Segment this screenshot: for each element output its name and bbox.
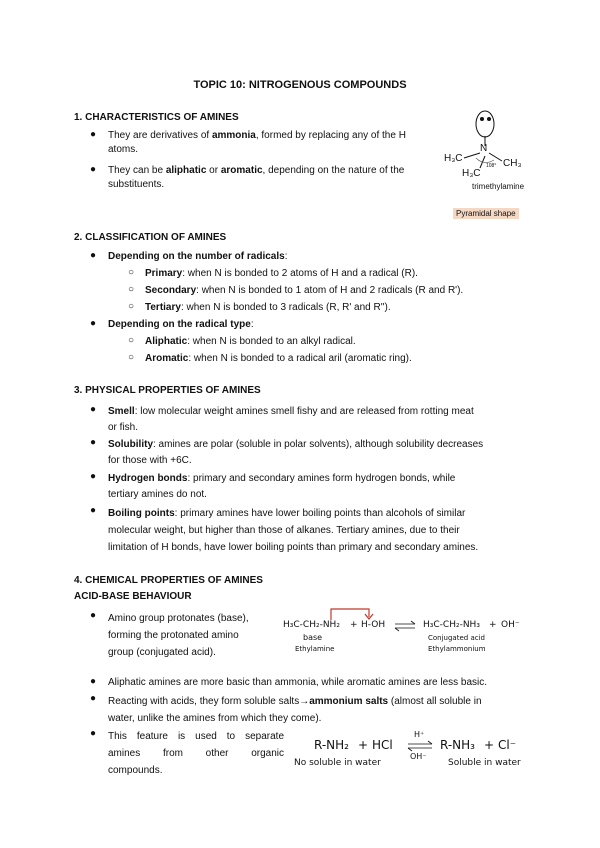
- section-2-heading: 2. CLASSIFICATION OF AMINES: [74, 232, 227, 243]
- bullet: ●: [90, 129, 97, 140]
- ammonium-salt-formula: R-NH₃: [440, 738, 475, 752]
- bullet: ●: [90, 610, 97, 621]
- bullet: ●: [90, 404, 97, 415]
- chloride-formula: Cl⁻: [498, 738, 517, 752]
- salt-formation-reaction: [290, 728, 530, 776]
- methyl-left: H₃C: [444, 153, 463, 164]
- methyl-bottom: H₃C: [462, 168, 481, 179]
- bullet: ●: [90, 676, 97, 687]
- amine-formula: R-NH₂: [314, 738, 349, 752]
- tertiary-amine-item: Tertiary: when N is bonded to 3 radicals (R, R' and R'').: [145, 302, 391, 313]
- solubility-item: Solubility: amines are polar (soluble in polar solvents), although solubility decreases for those with +6C.: [108, 439, 484, 466]
- acid-base-subheading: ACID-BASE BEHAVIOUR: [74, 591, 192, 602]
- bullet: ●: [90, 164, 97, 175]
- oh-minus-label: OH⁻: [410, 752, 427, 761]
- plus-sign: +: [358, 738, 369, 752]
- bullet: ●: [90, 318, 97, 329]
- section-1-heading: 1. CHARACTERISTICS OF AMINES: [74, 112, 239, 123]
- ethylammonium-label: Ethylammonium: [428, 645, 486, 653]
- bullet: ●: [90, 437, 97, 448]
- base-label: base: [303, 633, 323, 642]
- s2-group-2-label: Depending on the radical type:: [108, 319, 254, 330]
- primary-amine-item: Primary: when N is bonded to 2 atoms of H and a radical (R).: [145, 268, 418, 279]
- conjugated-acid-label: Conjugated acid: [428, 634, 485, 642]
- bullet: ●: [90, 250, 97, 261]
- separation-item: This feature is used to separate amines from other organic: [108, 731, 284, 759]
- separation-item-last-line: compounds.: [108, 765, 163, 776]
- plus-sign: +: [350, 620, 358, 630]
- pyramidal-shape-label: Pyramidal shape: [453, 208, 519, 219]
- ethylamine-label: Ethylamine: [295, 645, 335, 653]
- hcl-formula: HCl: [372, 738, 393, 752]
- ammonium-salts-item: Reacting with acids, they form soluble salts→ammonium salts (almost all soluble in water, unlike the amines from which they come).: [108, 696, 482, 724]
- bond-angle: 108°: [486, 163, 497, 169]
- trimethylamine-figure: [440, 106, 540, 198]
- sub-bullet: ○: [128, 267, 135, 278]
- bullet: ●: [90, 505, 97, 516]
- smell-item: Smell: low molecular weight amines smell fishy and are released from rotting meat or fish.: [108, 406, 474, 433]
- plus-sign: +: [484, 738, 495, 752]
- bullet: ●: [90, 471, 97, 482]
- methyl-right: CH₃: [503, 158, 522, 169]
- molecule-name: trimethylamine: [472, 182, 525, 191]
- h-plus-label: H⁺: [414, 730, 425, 739]
- section-3-heading: 3. PHYSICAL PROPERTIES OF AMINES: [74, 385, 261, 396]
- page-title: TOPIC 10: NITROGENOUS COMPOUNDS: [193, 79, 407, 91]
- hydroxide-formula: OH⁻: [501, 620, 520, 630]
- amino-group-item: Amino group protonates (base), forming the protonated amino group (conjugated acid).: [108, 613, 249, 658]
- insoluble-label: No soluble in water: [294, 758, 381, 768]
- protonation-reaction: [283, 603, 533, 659]
- boiling-points-item: Boiling points: primary amines have lower boiling points than alcohols of similar molecular weight, but higher than those of alkanes. Tertiary amines, due to their limitation of H bonds, have lower boiling points than primary and secondary amines.: [108, 508, 479, 553]
- hydrogen-bonds-item: Hydrogen bonds: primary and secondary amines form hydrogen bonds, while tertiary amines do not.: [108, 473, 456, 500]
- soluble-label: Soluble in water: [448, 758, 521, 768]
- sub-bullet: ○: [128, 352, 135, 363]
- bullet: ●: [90, 728, 97, 739]
- section-4-heading: 4. CHEMICAL PROPERTIES OF AMINES: [74, 575, 263, 586]
- s1-bullet-1: They are derivatives of ammonia, formed by replacing any of the H atoms.: [108, 130, 406, 155]
- nitrogen-atom: N: [480, 143, 488, 154]
- aliphatic-basicity-item: Aliphatic amines are more basic than ammonia, while aromatic amines are less basic.: [108, 677, 488, 688]
- sub-bullet: ○: [128, 335, 135, 346]
- sub-bullet: ○: [128, 284, 135, 295]
- aromatic-amine-item: Aromatic: when N is bonded to a radical aril (aromatic ring).: [145, 353, 412, 364]
- secondary-amine-item: Secondary: when N is bonded to 1 atom of H and 2 radicals (R and R').: [145, 285, 464, 296]
- s1-bullet-2: They can be aliphatic or aromatic, depending on the nature of the substituents.: [108, 165, 405, 190]
- plus-sign: +: [489, 620, 497, 630]
- ethylammonium-formula: H₃C-CH₂-NH₃: [423, 620, 480, 630]
- ethylamine-formula: H₃C-CH₂-NH₂: [283, 620, 340, 630]
- aliphatic-amine-item: Aliphatic: when N is bonded to an alkyl radical.: [145, 336, 356, 347]
- bullet: ●: [90, 693, 97, 704]
- water-formula: H-OH: [361, 620, 386, 630]
- sub-bullet: ○: [128, 301, 135, 312]
- s2-group-1-label: Depending on the number of radicals:: [108, 251, 288, 262]
